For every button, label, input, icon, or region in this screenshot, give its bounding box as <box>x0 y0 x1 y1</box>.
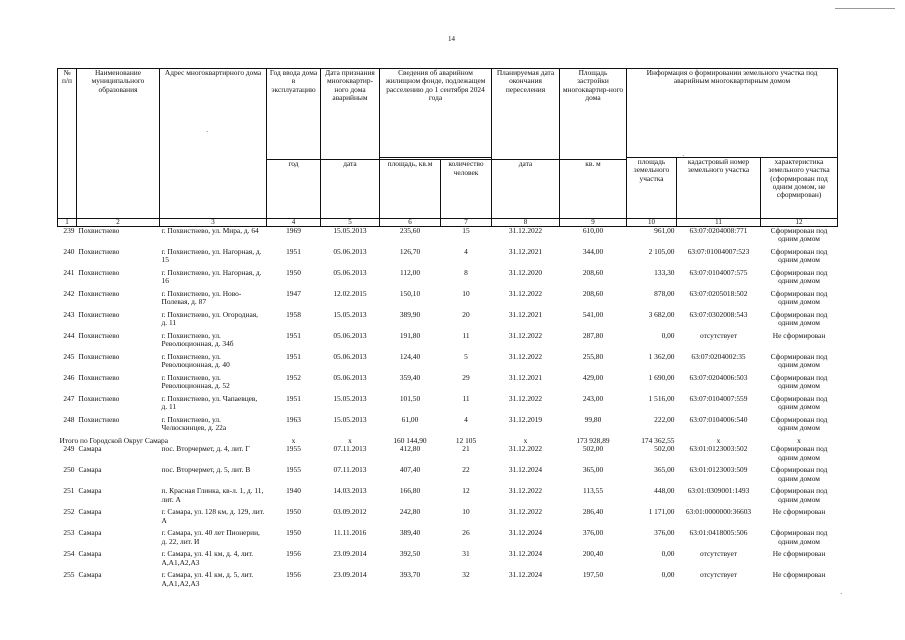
cell-row-number: 253 <box>63 528 75 538</box>
table-row <box>58 445 838 466</box>
header-year: Год ввода дома в эксплуатацию <box>267 69 321 160</box>
cell-year: 1950 <box>286 528 301 538</box>
column-number: 12 <box>761 219 838 227</box>
table-body <box>58 227 838 593</box>
column-number: 9 <box>560 219 627 227</box>
total-build: 173 928,89 <box>576 436 610 445</box>
cell-municipality: Похвистнево <box>78 310 120 319</box>
cell-land-status: Сформирован под одним домом <box>770 268 828 286</box>
table-row <box>58 248 838 269</box>
total-year: x <box>291 436 296 445</box>
cell-recognition-date: 07.11.2013 <box>333 465 367 475</box>
cell-recognition-date: 14.03.2013 <box>333 486 367 496</box>
column-number: 3 <box>160 219 267 227</box>
cell-people-count: 20 <box>462 310 470 319</box>
total-land: 174 362,55 <box>641 436 675 445</box>
cell-row-number: 241 <box>63 268 75 277</box>
header-characteristic: характеристика земельного участка (сформирован под одним домом, не сформирован) <box>761 158 838 219</box>
cell-planned-date: 31.12.2021 <box>508 373 543 382</box>
cell-recognition-date: 12.02.2015 <box>333 289 367 298</box>
cell-row-number: 245 <box>63 352 75 361</box>
cell-year: 1951 <box>286 331 301 340</box>
cell-planned-date: 31.12.2022 <box>508 331 543 340</box>
scan-speck: · <box>206 128 209 136</box>
cell-housing-area: 389,90 <box>399 310 421 319</box>
cell-building-area: 429,00 <box>582 373 604 382</box>
cell-planned-date: 31.12.2022 <box>508 394 543 403</box>
cell-land-status: Сформирован под одним домом <box>770 415 828 433</box>
cell-planned-date: 31.12.2022 <box>508 507 543 517</box>
cell-address: пос. Вторчермет, д. 4, лит. Г <box>161 444 250 454</box>
cell-address: г. Похвистнево, ул. Огородная, д. 11 <box>161 310 259 328</box>
cell-municipality: Похвистнево <box>78 352 120 361</box>
cell-people-count: 4 <box>464 247 468 256</box>
cell-land-status: Сформирован под одним домом <box>770 352 828 370</box>
cell-address: г. Похвистнево, ул. Нагорная, д. 16 <box>161 268 262 286</box>
column-number: 10 <box>627 219 677 227</box>
cell-housing-area: 61,00 <box>401 415 419 424</box>
cell-year: 1955 <box>286 465 301 475</box>
total-status: x <box>797 436 801 445</box>
cell-year: 1955 <box>286 444 301 454</box>
cell-building-area: 255,80 <box>582 352 604 361</box>
header-land-area: площадь земельного участка <box>627 158 677 219</box>
header-no: № п/п <box>58 69 77 219</box>
scan-speck: · <box>682 152 685 160</box>
cell-recognition-date: 05.06.2013 <box>333 331 367 340</box>
table-row <box>58 571 838 592</box>
cell-municipality: Самара <box>78 528 102 538</box>
cell-recognition-date: 15.05.2013 <box>333 226 367 235</box>
cell-building-area: 197,50 <box>582 570 604 580</box>
cell-building-area: 286,40 <box>582 507 604 517</box>
cell-land-area: 1 171,00 <box>648 507 675 517</box>
cell-housing-area: 412,80 <box>399 444 421 454</box>
cell-land-status: Сформирован под одним домом <box>770 226 828 244</box>
header-land-info: Информация о формировании земельного участка под аварийным многоквартирным домом <box>627 69 838 158</box>
cell-municipality: Самара <box>78 486 102 496</box>
cell-planned-date: 31.12.2021 <box>508 247 543 256</box>
cell-housing-area: 393,70 <box>399 570 421 580</box>
cell-housing-area: 389,40 <box>399 528 421 538</box>
cell-municipality: Похвистнево <box>78 247 120 256</box>
cell-cadastral-number: отсутствует <box>700 570 737 580</box>
cell-address: пос. Вторчермет, д. 5, лит. В <box>161 465 251 475</box>
cell-housing-area: 407,40 <box>399 465 421 475</box>
table-row <box>58 508 838 529</box>
cell-people-count: 26 <box>462 528 470 538</box>
column-number: 6 <box>380 219 441 227</box>
cell-municipality: Похвистнево <box>78 331 120 340</box>
cell-building-area: 200,40 <box>582 549 604 559</box>
cell-municipality: Похвистнево <box>78 289 120 298</box>
cell-land-area: 365,00 <box>654 465 675 475</box>
cell-year: 1969 <box>286 226 301 235</box>
cell-year: 1951 <box>286 394 301 403</box>
cell-row-number: 252 <box>63 507 75 517</box>
cell-building-area: 113,55 <box>582 486 604 496</box>
total-cad: x <box>716 436 721 445</box>
page-number: 14 <box>448 35 455 43</box>
table-row <box>58 227 838 249</box>
cell-housing-area: 235,60 <box>399 226 421 235</box>
cell-people-count: 8 <box>464 268 468 277</box>
cell-cadastral-number: 63:07:0204002:35 <box>691 352 746 361</box>
cell-people-count: 31 <box>462 549 470 559</box>
cell-planned-date: 31.12.2022 <box>508 444 543 454</box>
header-recognition-date: Дата признания многоквартир-ного дома аварийным <box>321 69 380 160</box>
cell-row-number: 247 <box>63 394 75 403</box>
cell-year: 1940 <box>286 486 301 496</box>
table-row <box>58 269 838 290</box>
cell-municipality: Самара <box>78 549 102 559</box>
cell-cadastral-number: 63:01:0309001:1493 <box>687 486 750 496</box>
unit-area: площадь, кв.м <box>380 160 441 219</box>
top-rule <box>835 8 895 9</box>
cell-building-area: 365,00 <box>582 465 604 475</box>
cell-recognition-date: 11.11.2016 <box>333 528 367 538</box>
cell-building-area: 344,00 <box>582 247 604 256</box>
cell-building-area: 541,00 <box>582 310 604 319</box>
cell-cadastral-number: 63:07:0104007:559 <box>689 394 748 403</box>
total-date: x <box>348 436 352 445</box>
column-number: 4 <box>267 219 321 227</box>
cell-planned-date: 31.12.2019 <box>508 415 543 424</box>
total-plan: x <box>523 436 528 445</box>
cell-cadastral-number: 63:01:0000000:36603 <box>685 507 752 517</box>
cell-municipality: Похвистнево <box>78 268 120 277</box>
cell-row-number: 240 <box>63 247 75 256</box>
cell-housing-area: 191,80 <box>399 331 421 340</box>
cell-planned-date: 31.12.2024 <box>508 570 543 580</box>
cell-people-count: 10 <box>462 507 470 517</box>
cell-planned-date: 31.12.2022 <box>508 486 543 496</box>
cell-address: п. Красная Глинка, кв-л. 1, д. 11, лит. А <box>161 486 264 504</box>
table-header <box>58 69 838 227</box>
cell-housing-area: 359,40 <box>399 373 421 382</box>
cell-recognition-date: 05.06.2013 <box>333 352 367 361</box>
cell-municipality: Самара <box>78 444 102 454</box>
cell-land-status: Сформирован под одним домом <box>770 444 828 462</box>
cell-land-area: 1 690,00 <box>648 373 675 382</box>
cell-land-status: Не сформирован <box>772 331 826 340</box>
cell-people-count: 10 <box>462 289 470 298</box>
cell-recognition-date: 05.06.2013 <box>333 268 367 277</box>
cell-land-area: 1 516,00 <box>648 394 675 403</box>
cell-row-number: 242 <box>63 289 75 298</box>
cell-recognition-date: 05.06.2013 <box>333 247 367 256</box>
table-row <box>58 395 838 416</box>
column-number: 1 <box>58 219 77 227</box>
cell-cadastral-number: 63:01:0418005:506 <box>689 528 748 538</box>
cell-people-count: 21 <box>462 444 470 454</box>
unit-sqm: кв. м <box>560 160 627 219</box>
cell-building-area: 287,80 <box>582 331 604 340</box>
cell-cadastral-number: 63:07:01004007:523 <box>687 247 750 256</box>
cell-land-status: Сформирован под одним домом <box>770 486 828 504</box>
cell-year: 1956 <box>286 570 301 580</box>
cell-address: г. Похвистнево, ул. Революционная, д. 40 <box>161 352 230 370</box>
cell-land-status: Сформирован под одним домом <box>770 310 828 328</box>
cell-cadastral-number: 63:07:0104006:540 <box>689 415 748 424</box>
cell-address: г. Похвистнево, ул. Революционная, д. 34б <box>161 331 234 349</box>
column-number: 11 <box>677 219 761 227</box>
cell-row-number: 243 <box>63 310 75 319</box>
cell-address: г. Похвистнево, ул. Челюскинцев, д. 22а <box>161 415 227 433</box>
table-row <box>58 353 838 374</box>
cell-planned-date: 31.12.2022 <box>508 289 543 298</box>
cell-building-area: 376,00 <box>582 528 604 538</box>
cell-building-area: 208,60 <box>582 268 604 277</box>
table-row <box>58 374 838 395</box>
cell-people-count: 29 <box>462 373 470 382</box>
cell-housing-area: 392,50 <box>399 549 421 559</box>
cell-planned-date: 31.12.2022 <box>508 352 543 361</box>
cell-housing-area: 112,00 <box>399 268 421 277</box>
cell-people-count: 12 <box>462 486 470 496</box>
cell-planned-date: 31.12.2024 <box>508 549 543 559</box>
cell-row-number: 254 <box>63 549 75 559</box>
cell-planned-date: 31.12.2020 <box>508 268 543 277</box>
cell-land-area: 2 105,00 <box>648 247 675 256</box>
scan-speck: · <box>840 590 843 598</box>
column-number: 5 <box>321 219 380 227</box>
cell-recognition-date: 15.05.2013 <box>333 310 367 319</box>
cell-planned-date: 31.12.2022 <box>508 226 543 235</box>
cell-year: 1952 <box>286 373 301 382</box>
cell-land-status: Сформирован под одним домом <box>770 394 828 412</box>
table-row <box>58 466 838 487</box>
header-building-area: Площадь застройки многоквартир-ного дома <box>560 69 627 160</box>
cell-land-area: 133,30 <box>654 268 675 277</box>
table-row <box>58 550 838 571</box>
table-row <box>58 416 838 437</box>
cell-building-area: 99,80 <box>584 415 602 424</box>
header-address: Адрес многоквартирного дома <box>160 69 267 219</box>
table-row <box>58 290 838 311</box>
header-planned-date: Планируемая дата окончания переселения <box>492 69 560 160</box>
cell-address: г. Самара, ул. 41 км, д. 4, лит. А,А1,А2,А3 <box>161 549 254 567</box>
cell-building-area: 243,00 <box>582 394 604 403</box>
cell-building-area: 208,60 <box>582 289 604 298</box>
cell-address: г. Похвистнево, ул. Чапаевцев, д. 11 <box>161 394 258 412</box>
emergency-housing-table <box>57 68 838 592</box>
cell-row-number: 251 <box>63 486 75 496</box>
cell-recognition-date: 23.09.2014 <box>333 570 367 580</box>
cell-row-number: 249 <box>63 444 75 454</box>
total-label: Итого по Городской Округ Самара <box>59 436 168 445</box>
cell-municipality: Похвистнево <box>78 394 120 403</box>
cell-land-status: Сформирован под одним домом <box>770 373 828 391</box>
cell-row-number: 244 <box>63 331 75 340</box>
cell-housing-area: 150,10 <box>399 289 421 298</box>
unit-year: год <box>267 160 321 219</box>
cell-municipality: Похвистнево <box>78 415 120 424</box>
unit-people: количество человек <box>441 160 492 219</box>
cell-building-area: 502,00 <box>582 444 604 454</box>
unit-date2: дата <box>492 160 560 219</box>
cell-address: г. Похвистнево, ул. Нагорная, д. 15 <box>161 247 262 265</box>
cell-land-status: Сформирован под одним домом <box>770 289 828 307</box>
cell-municipality: Похвистнево <box>78 226 120 235</box>
cell-row-number: 248 <box>63 415 75 424</box>
cell-people-count: 11 <box>462 394 470 403</box>
cell-land-status: Сформирован под одним домом <box>770 465 828 483</box>
header-cadastral: кадастровый номер земельного участка <box>677 158 761 219</box>
cell-cadastral-number: 63:07:0104007:575 <box>689 268 748 277</box>
cell-cadastral-number: 63:01:0123003:502 <box>689 444 748 454</box>
cell-land-area: 878,00 <box>654 289 675 298</box>
cell-land-area: 376,00 <box>654 528 675 538</box>
cell-address: г. Самара, ул. 40 лет Пионерии, д. 22, лит. И <box>161 528 260 546</box>
cell-municipality: Самара <box>78 465 102 475</box>
cell-year: 1951 <box>286 247 301 256</box>
cell-year: 1958 <box>286 310 301 319</box>
cell-row-number: 246 <box>63 373 75 382</box>
cell-row-number: 255 <box>63 570 75 580</box>
cell-land-area: 0,00 <box>661 570 675 580</box>
cell-land-status: Сформирован под одним домом <box>770 528 828 546</box>
cell-housing-area: 242,80 <box>399 507 421 517</box>
unit-date: дата <box>321 160 380 219</box>
cell-planned-date: 31.12.2024 <box>508 528 543 538</box>
cell-recognition-date: 05.06.2013 <box>333 373 367 382</box>
cell-year: 1950 <box>286 268 301 277</box>
cell-address: г. Похвистнево, ул. Ново-Полевая, д. 87 <box>161 289 242 307</box>
total-area: 160 144,90 <box>393 436 427 445</box>
cell-recognition-date: 03.09.2012 <box>333 507 367 517</box>
cell-recognition-date: 23.09.2014 <box>333 549 367 559</box>
cell-address: г. Самара, ул. 41 км, д. 5, лит. А,А1,А2,А3 <box>161 570 254 588</box>
cell-land-area: 448,00 <box>654 486 675 496</box>
cell-building-area: 610,00 <box>582 226 604 235</box>
cell-land-status: Не сформирован <box>772 549 826 559</box>
cell-land-area: 0,00 <box>661 331 675 340</box>
cell-cadastral-number: 63:07:0205018:502 <box>689 289 748 298</box>
cell-municipality: Похвистнево <box>78 373 120 382</box>
cell-housing-area: 126,70 <box>399 247 421 256</box>
cell-cadastral-number: 63:07:0204008:771 <box>689 226 748 235</box>
column-number: 2 <box>77 219 160 227</box>
cell-row-number: 250 <box>63 465 75 475</box>
cell-housing-area: 166,80 <box>399 486 421 496</box>
cell-cadastral-number: 63:07:0204006:503 <box>689 373 748 382</box>
header-municipality: Наименование муниципального образования <box>77 69 160 219</box>
cell-land-area: 961,00 <box>654 226 675 235</box>
cell-year: 1963 <box>286 415 301 424</box>
column-number: 7 <box>441 219 492 227</box>
table-row <box>58 529 838 550</box>
cell-cadastral-number: отсутствует <box>700 549 737 559</box>
total-people: 12 105 <box>455 436 477 445</box>
table-row <box>58 332 838 353</box>
cell-recognition-date: 15.05.2013 <box>333 415 367 424</box>
cell-land-status: Не сформирован <box>772 570 826 580</box>
cell-people-count: 22 <box>462 465 470 475</box>
cell-year: 1950 <box>286 507 301 517</box>
cell-year: 1947 <box>286 289 301 298</box>
cell-recognition-date: 07.11.2013 <box>333 444 367 454</box>
cell-cadastral-number: 63:07:0302008:543 <box>689 310 748 319</box>
cell-municipality: Самара <box>78 570 102 580</box>
cell-cadastral-number: отсутствует <box>700 331 737 340</box>
cell-address: г. Самара, ул. 128 км, д. 129, лит. А <box>161 507 265 525</box>
cell-people-count: 11 <box>462 331 470 340</box>
cell-municipality: Самара <box>78 507 102 517</box>
cell-land-area: 502,00 <box>654 444 675 454</box>
cell-cadastral-number: 63:01:0123003:509 <box>689 465 748 475</box>
cell-housing-area: 124,40 <box>399 352 421 361</box>
table-row <box>58 487 838 508</box>
cell-land-status: Сформирован под одним домом <box>770 247 828 265</box>
cell-land-area: 3 682,00 <box>648 310 675 319</box>
cell-year: 1951 <box>286 352 301 361</box>
cell-recognition-date: 15.05.2013 <box>333 394 367 403</box>
cell-planned-date: 31.12.2021 <box>508 310 543 319</box>
cell-housing-area: 101,50 <box>399 394 421 403</box>
cell-land-area: 1 362,00 <box>648 352 675 361</box>
cell-year: 1956 <box>286 549 301 559</box>
column-number: 8 <box>492 219 560 227</box>
cell-people-count: 15 <box>462 226 470 235</box>
cell-land-status: Не сформирован <box>772 507 826 517</box>
header-housing-info: Сведения об аварийном жилищном фонде, подлежащем расселению до 1 сентября 2024 года <box>380 69 492 158</box>
cell-address: г. Похвистнево, ул. Мира, д. 64 <box>161 226 259 235</box>
cell-land-area: 222,00 <box>654 415 675 424</box>
cell-people-count: 5 <box>464 352 468 361</box>
cell-address: г. Похвистнево, ул. Революционная, д. 52 <box>161 373 230 391</box>
cell-row-number: 239 <box>63 226 75 235</box>
cell-people-count: 4 <box>464 415 468 424</box>
cell-land-area: 0,00 <box>661 549 675 559</box>
cell-people-count: 32 <box>462 570 470 580</box>
cell-planned-date: 31.12.2024 <box>508 465 543 475</box>
table-row <box>58 311 838 332</box>
